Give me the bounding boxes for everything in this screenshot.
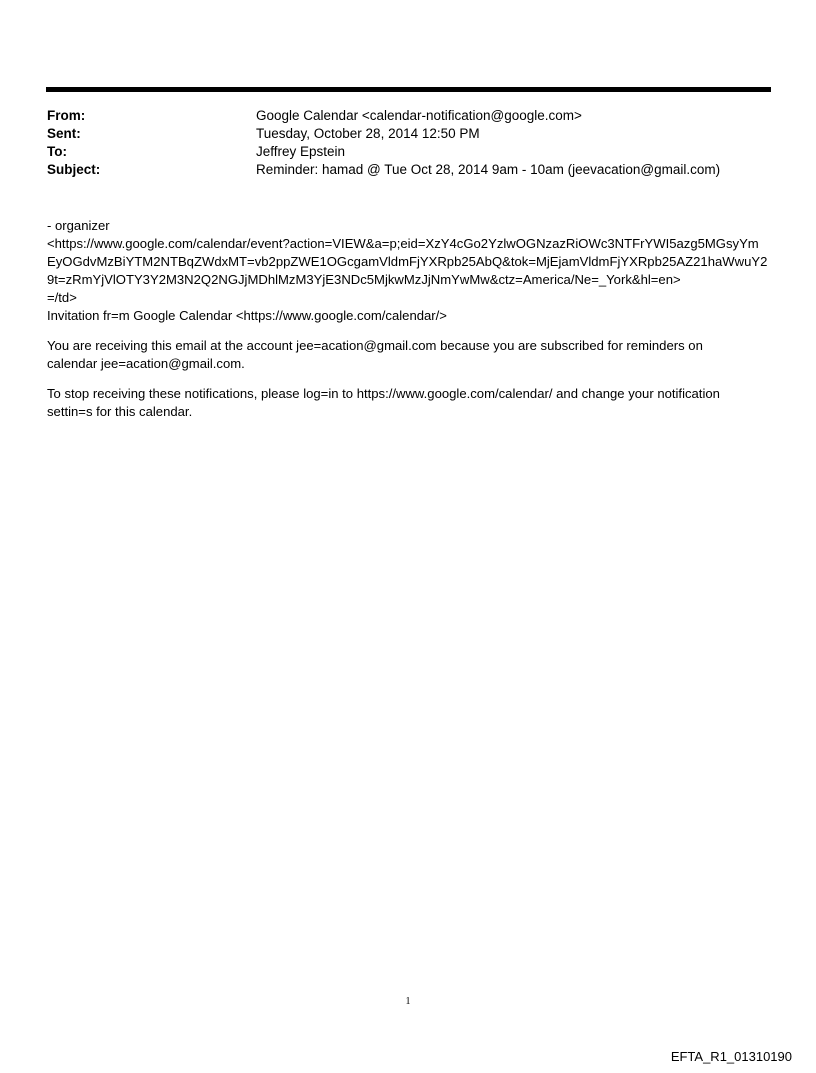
document-id: EFTA_R1_01310190 <box>670 1049 792 1064</box>
paragraph-gap <box>47 373 772 385</box>
event-link-line-3: 9t=zRmYjVlOTY3Y2M3N2Q2NGJjMDhlMzM3YjE3NDc5MjkwMzJjNmYwMw&ctz=America/Ne=_York&hl=en> <box>47 272 681 287</box>
stop-line-2: settin=s for this calendar. <box>47 404 193 419</box>
subject-row <box>47 161 767 179</box>
to-label: To: <box>47 144 67 159</box>
sent-row <box>47 125 767 143</box>
to-value: Jeffrey Epstein <box>256 144 346 159</box>
subject-label: Subject: <box>47 162 101 177</box>
event-link-line-1: <https://www.google.com/calendar/event?action=VIEW&a=p;eid=XzY4cGo2YzlwOGNzazRiOWc3NTFrYWI5azg5MGsyYm <box>47 236 759 251</box>
subject-value: Reminder: hamad @ Tue Oct 28, 2014 9am - 10am (jeevacation@gmail.com) <box>256 162 721 177</box>
page-number: 1 <box>405 996 411 1007</box>
organizer-line: - organizer <box>47 218 110 233</box>
email-header <box>47 107 767 179</box>
header-divider <box>46 87 771 92</box>
to-row <box>47 143 767 161</box>
td-line: =/td> <box>47 290 77 305</box>
from-label: From: <box>47 108 86 123</box>
paragraph-gap <box>47 325 772 337</box>
from-row <box>47 107 767 125</box>
event-link-line-2: EyOGdvMzBiYTM2NTBqZWdxMT=vb2ppZWE1OGcgamVldmFjYXRpb25AbQ&tok=MjEjamVldmFjYXRpb25AZ21haWwuY2 <box>47 254 768 269</box>
from-value: Google Calendar <calendar-notification@google.com> <box>256 108 582 123</box>
email-body <box>47 217 772 421</box>
invitation-line: Invitation fr=m Google Calendar <https://www.google.com/calendar/> <box>47 308 447 323</box>
receiving-line-2: calendar jee=acation@gmail.com. <box>47 356 245 371</box>
sent-label: Sent: <box>47 126 81 141</box>
stop-line-1: To stop receiving these notifications, please log=in to https://www.google.com/calendar/ and change your notification <box>47 386 720 401</box>
receiving-line-1: You are receiving this email at the account jee=acation@gmail.com because you are subscribed for reminders on <box>47 338 703 353</box>
sent-value: Tuesday, October 28, 2014 12:50 PM <box>256 126 480 141</box>
